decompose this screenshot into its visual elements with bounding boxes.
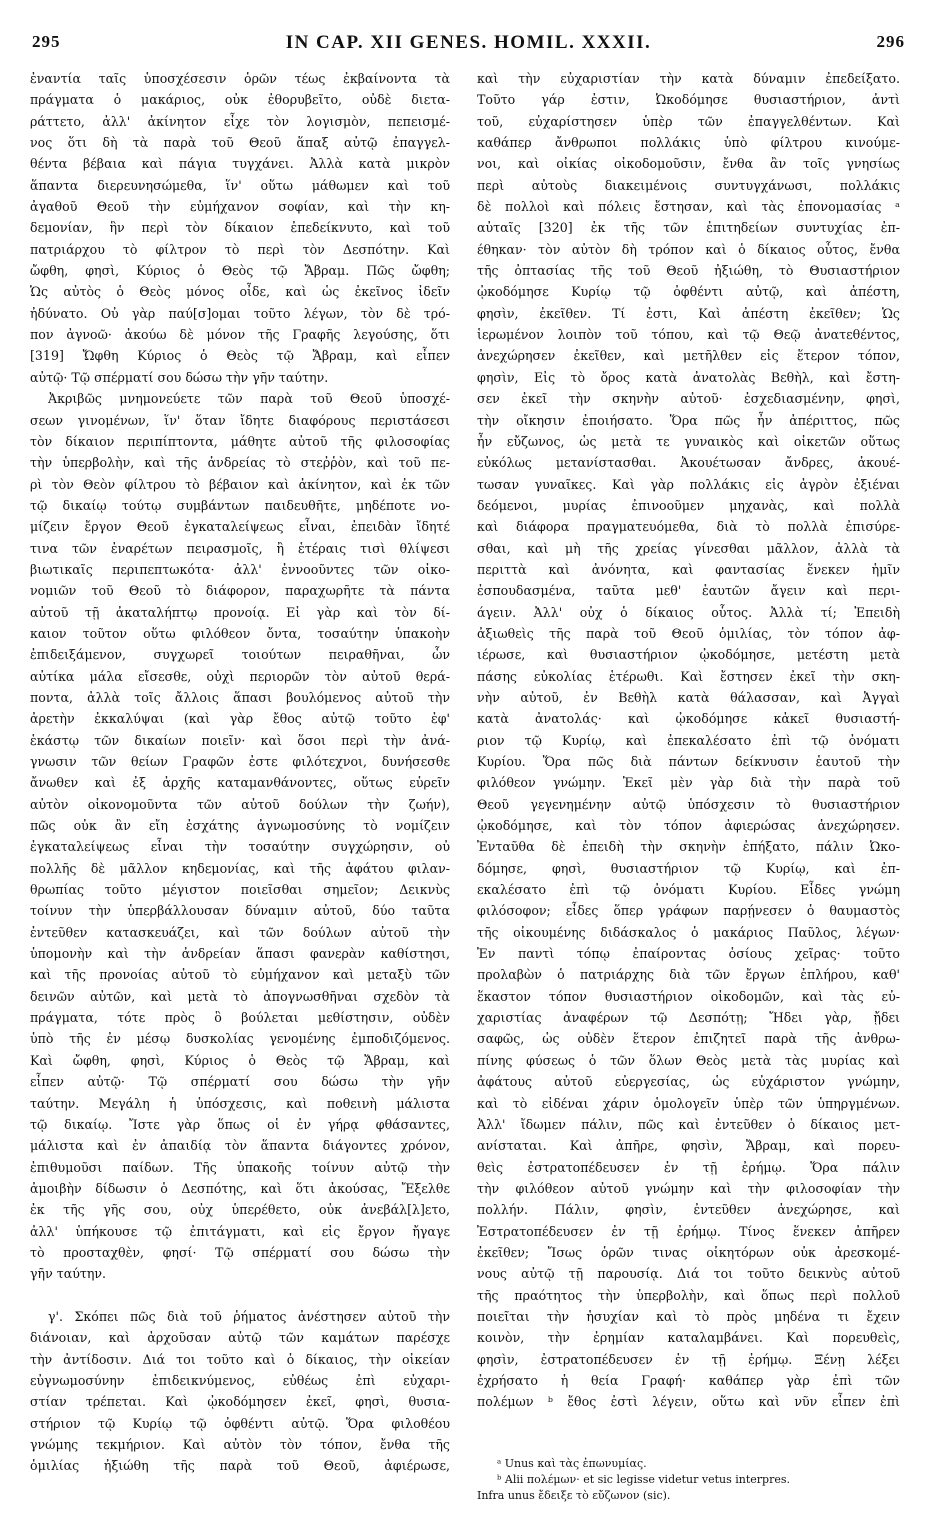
text-line: Ἐν παντὶ τόπῳ ἐπαίροντας ὁσίους χεῖρας· τοῦτο [477, 946, 900, 962]
text-line: ἐκεῖθεν; Ἴσως ὁρῶν τινας οἰκητόρων οὐκ ἀρεσκομέ- [477, 1244, 900, 1260]
text-line: ἀρετὴν ἐκκαλύψαι (καὶ γὰρ ἔθος αὐτῷ τοῦτο ἐφ' [30, 711, 450, 727]
text-line: Θεοῦ γεγενημένην αὐτῷ ὑπόσχεσιν τὸ θυσιαστήριον [477, 796, 900, 812]
text-line: τὸν δίκαιον περιπίπτοντα, μάθητε αὐτοῦ τῆς φιλοσοφίας [30, 433, 450, 449]
text-line: ὤφθη, φησὶ, Κύριος ὁ Θεὸς τῷ Ἄβραμ. Πῶς ὤφθη; [30, 263, 450, 279]
text-line: Ἀκριβῶς μνημονεύετε τῶν παρὰ τοῦ Θεοῦ ὑποσχέ- [48, 391, 450, 407]
text-line: ἐσπουδασμένα, ταῦτα μεθ' ἑαυτῶν ἄγειν καὶ περι- [477, 583, 900, 599]
text-line: πολλῆς δὲ μᾶλλον κηδεμονίας, καὶ τῆς ἀφάτου φιλαν- [30, 860, 450, 876]
text-line: πον ἀγνοῶ· ἀκούω δὲ μόνον τῆς Γραφῆς λεγούσης, ὅτι [30, 327, 450, 343]
text-line: πράγματα ὁ μακάριος, οὐκ ἐθορυβεῖτο, οὐδὲ διετα- [30, 92, 450, 108]
text-line: δεόμενοι, μυρίας ἐπινοοῦμεν μηχανὰς, καὶ πολλὰ [477, 497, 900, 513]
footnotes [477, 1456, 900, 1504]
text-line: γνωσιν τῶν θείων Γραφῶν ἐστε φιλότεχνοι, δυνήσεσθε [30, 754, 450, 769]
text-line: ρὶ τὸν Θεὸν φίλτρου τὸ βέβαιον καὶ ἀκίνητον, καὶ ἐκ τῶν [30, 476, 450, 492]
text-line: αὐτοῦ τῇ ἀκαταλήπτῳ προνοίᾳ. Εἰ γὰρ καὶ τὸν δί- [30, 604, 450, 620]
text-line: ἱερωμένον λοιπὸν τοῦ τόπου, καὶ τῷ Θεῷ ἀνατεθέντος, [477, 327, 900, 343]
text-line: ἕκαστον τόπον θυσιαστήριον οἰκοδομῶν, καὶ τὰς εὐ- [477, 988, 900, 1004]
text-line: φησὶν, Εἰς τὸ ὄρος κατὰ ἀνατολὰς Βεθὴλ, καὶ ἔστη- [477, 369, 900, 385]
text-line: ἐναντία ταῖς ὑποσχέσεσιν ὁρῶν τέως ἐκβαίνοντα τὰ [30, 71, 450, 86]
text-line: Τοῦτο γάρ ἐστιν, Ὠκοδόμησε θυσιαστήριον, ἀντὶ [477, 92, 900, 108]
text-line: δόμησε, φησὶ, θυσιαστήριον τῷ Κυρίῳ, καὶ ἐπ- [477, 860, 900, 876]
text-line: τὸ προσταχθὲν, φησί· Τῷ σπέρματί σου δώσω τὴν [30, 1244, 450, 1260]
text-line: γνώμης τεκμήριον. Καὶ αὐτὸν τὸν τόπον, ἔνθα τῆς [30, 1437, 450, 1452]
text-line: περὶ αὐτοὺς διακειμένοις συντυγχάνωσι, πολλάκις [477, 177, 900, 193]
text-line: σεν ἐκεῖ τὴν σκηνὴν αὐτοῦ· ἐσχεδιασμένην, φησὶ, [477, 391, 900, 407]
text-line: βιωτικαῖς περιπεπτωκότα· ἀλλ' ἐννοοῦντες τῶν οἰκο- [30, 561, 450, 577]
text-line: νους αὐτῷ τῇ παρουσίᾳ. Διά τοι τοῦτο δεικνὺς αὐτοῦ [477, 1266, 900, 1282]
text-line: ἀνεχώρησεν ἐκεῖθεν, καὶ μετῆλθεν εἰς ἕτερον τόπον, [477, 348, 900, 364]
text-line: Ὡς αὐτὸς ὁ Θεὸς μόνος οἶδε, καὶ ὡς ἐκεῖνος ἰδεῖν [30, 284, 450, 300]
text-line: ἅπαντα διερευνησώμεθα, ἵν' οὕτω μάθωμεν καὶ τοῦ [30, 177, 450, 193]
text-line: γ'. Σκόπει πῶς διὰ τοῦ ῥήματος ἀνέστησεν αὐτοῦ τὴν [48, 1308, 450, 1324]
text-line: γῆν ταύτην. [30, 1266, 107, 1282]
text-line: ταύτην. Μεγάλη ἡ ὑπόσχεσις, καὶ ποθεινὴ μάλιστα [30, 1095, 450, 1111]
text-line: σαφῶς, ὡς οὐδὲν ἕτερον ἐπιζητεῖ παρὰ τῆς ἀνθρω- [477, 1031, 900, 1047]
text-line: ιέρωσε, καὶ θυσιαστήριον ᾠκοδόμησε, μετέστη μετὰ [477, 647, 900, 663]
text-line: φησὶν, ἐκεῖθεν. Τί ἐστι, Καὶ ἀπέστη ἐκεῖθεν; Ὡς [477, 305, 900, 321]
text-line: τὴν οἴκησιν ἐποιήσατο. Ὅρα πῶς ἦν ἀπέριττος, πῶς [477, 412, 900, 428]
text-line: Ἐστρατοπέδευσεν ἐν τῇ ἐρήμῳ. Τίνος ἕνεκεν ἀπῆρεν [477, 1223, 900, 1239]
text-line: αὐτὸν οἰκονομοῦντα τῶν αὐτοῦ δούλων τὴν ζωήν), [30, 796, 450, 812]
text-line: διάνοιαν, καὶ ἀρχοῦσαν αὐτῷ τῶν καμάτων παρέσχε [30, 1330, 450, 1346]
text-line [30, 1285, 450, 1306]
running-title: IN CAP. XII GENES. HOMIL. XXXII. [285, 32, 652, 53]
text-line: πολέμων ᵇ ἔθος ἐστὶ λέγειν, οὕτω καὶ νῦν εἶπεν ἐπὶ [477, 1394, 900, 1410]
footnote-line: ᵇ Alii πολέμων· et sic legisse videtur vetus interpres. [497, 1473, 790, 1486]
text-line: ριον τῷ Κυρίῳ, καὶ ἐπεκαλέσατο ἐπὶ τῷ ὀνόματι [477, 732, 900, 748]
text-line: δὲ πολλοὶ καὶ πόλεις ἔστησαν, καὶ τὰς ἐπονομασίας ᵃ [477, 199, 900, 215]
text-line: καὶ διάφορα πραγματευόμεθα, διὰ τὸ πολλὰ ἐπισύρε- [477, 519, 900, 535]
text-line: νος ὅτι δὴ τὰ παρὰ τοῦ Θεοῦ ἅπαξ αὐτῷ ἐπαγγελ- [30, 135, 450, 151]
text-line: τῷ δικαίῳ τούτῳ συμβάντων παιδευθῆτε, μηδέποτε νο- [30, 497, 450, 513]
text-line: έθηκαν· τὸν αὐτὸν δὴ τρόπον καὶ ὁ δίκαιος οὗτος, ἔνθα [477, 241, 900, 257]
text-line: ἑκάστῳ τῶν δικαίων ποιεῖν· καὶ ὅσοι περὶ τὴν ἀνά- [30, 732, 450, 748]
text-line: κοινὸν, τὴν ἐρημίαν καταλαμβάνει. Καὶ πορευθεὶς, [477, 1330, 900, 1346]
text-line: Καὶ ὤφθη, φησὶ, Κύριος ὁ Θεὸς τῷ Ἄβραμ, καὶ [30, 1052, 450, 1068]
text-line: ἐγκαταλείψεως εἶναι τὴν τοσαύτην συγχώρησιν, οὐ [30, 839, 450, 855]
footnote-line: ᵃ Unus καὶ τὰς ἐπωνυμίας. [497, 1457, 647, 1470]
text-line: ἄνωθεν καὶ ἐξ ἀρχῆς καταμανθάνοντες, οὕτως εὑρεῖν [30, 775, 450, 791]
text-line: καὶ τῆς προνοίας αὐτοῦ τὸ εὐμήχανον καὶ μεταξὺ τῶν [30, 967, 450, 983]
text-line: ἐντεῦθεν κατασκευάζει, καὶ τῶν δούλων αὐτοῦ τὴν [30, 924, 450, 940]
text-line: θέντα βέβαια καὶ πάγια τυγχάνει. Ἀλλὰ κατὰ μικρὸν [30, 156, 450, 172]
text-line: Ἐνταῦθα δὲ ἐπειδὴ τὴν σκηνὴν ἐπήξατο, πάλιν Ὠκο- [477, 839, 900, 855]
text-line: ἠδύνατο. Οὐ γὰρ παύ[σ]ομαι τοῦτο λέγων, τὸν δὲ τρό- [30, 305, 450, 321]
footnote-line: Infra unus ἔδειξε τὸ εὔζωνον (sic). [477, 1489, 671, 1502]
text-line: δεμονίαν, ἣν περὶ τὸν δίκαιον ἐπεδείκνυτο, καὶ τοῦ [30, 220, 450, 236]
text-line: ἐπιδειξάμενον, συγχωρεῖ τοιούτων πειραθῆναι, ὧν [30, 647, 450, 663]
text-line: ἀλλ' ὑπήκουσε τῷ ἐπιτάγματι, καὶ εἰς ἔργον ἤγαγε [30, 1223, 450, 1239]
text-line: τινα τῶν ἐναρέτων πειρασμοῖς, ἢ ἑτέραις τισὶ θλίψεσι [30, 540, 450, 556]
text-line: πάσης εὐκολίας ἑτέρωθι. Καὶ ἔστησεν ἐκεῖ τὴν σκη- [477, 668, 900, 684]
text-line: καὶ τὴν εὐχαριστίαν τὴν κατὰ δύναμιν ἐπεδείξατο. [477, 71, 900, 86]
text-line: ὑπομονὴν καὶ τὴν ἀνδρείαν ἅπασι φανερὰν καθίστησι, [30, 946, 450, 962]
text-line: ανίσταται. Καὶ ἀπῆρε, φησὶν, Ἄβραμ, καὶ πορευ- [477, 1138, 900, 1154]
text-line: πατριάρχου τὸ φίλτρον τὸ περὶ τὸν Δεσπότην. Καὶ [30, 241, 450, 257]
text-line: εὐκόλως μετανίστασθαι. Ἀκουέτωσαν ἄνδρες, ἀκουέ- [477, 455, 900, 471]
text-line: αὐτῷ· Τῷ σπέρματί σου δώσω τὴν γῆν ταύτην. [30, 369, 329, 385]
text-line: περιττὰ καὶ ἀνόνητα, καὶ φαντασίας ἕνεκεν ἡμῖν [477, 561, 900, 577]
text-line: τὴν ὑπερβολὴν, καὶ τῆς ἀνδρείας τὸ στεῤῥὸν, καὶ τοῦ πε- [30, 455, 450, 471]
text-line: άγειν. Ἀλλ' οὐχ ὁ δίκαιος οὗτος. Ἀλλὰ τί; Ἐπειδὴ [477, 604, 900, 620]
text-line: φιλόθεον γνώμην. Ἐκεῖ μὲν γὰρ διὰ τὴν παρὰ τοῦ [477, 775, 900, 791]
text-line: Ἀλλ' ἴδωμεν πάλιν, πῶς καὶ ἐντεῦθεν ὁ δίκαιος μετ- [477, 1116, 900, 1132]
text-line: [319] Ὤφθη Κύριος ὁ Θεὸς τῷ Ἄβραμ, καὶ εἶπεν [30, 348, 450, 364]
text-line: τοίνυν τὴν ὑπερβάλλουσαν δύναμιν αὐτοῦ, δύο ταῦτα [30, 903, 450, 919]
text-line: εκαλέσατο ἐπὶ τῷ ὀνόματι Κυρίου. Εἶδες γνώμη [477, 882, 900, 898]
text-line: εἶπεν αὐτῷ· Τῷ σπέρματί σου δώσω τὴν γῆν [30, 1074, 450, 1090]
text-line: στήριον τῷ Κυρίῳ τῷ ὀφθέντι αὐτῷ. Ὅρα φιλοθέου [30, 1415, 450, 1431]
right-text-column [477, 68, 900, 1413]
text-line: καθάπερ ἄνθρωποι πολλάκις ὑπὸ φίλτρου κινούμε- [477, 135, 900, 151]
text-line: νομιῶν τοῦ Θεοῦ τὸ διάφορον, παραχωρῆτε τὰ πάντα [30, 583, 450, 599]
text-line: Κυρίου. Ὅρα πῶς διὰ πάντων δείκνυσιν ἑαυτοῦ τὴν [477, 754, 900, 769]
text-line: ᾠκοδόμησε, καὶ τὸν τόπον ἀφιερώσας ἀνεχώρησεν. [477, 818, 900, 834]
text-line: πῶς οὐκ ἂν εἴη ἐσχάτης ἀγνωμοσύνης τὸ νομίζειν [30, 818, 450, 834]
text-line: καὶ τὸ εἰδέναι χάριν ὁμολογεῖν ὑπὲρ τῶν ὑπηργμένων. [477, 1095, 900, 1111]
text-line: ἀξιωθεὶς τῆς παρὰ τοῦ Θεοῦ ὁμιλίας, τὸν τόπον ἀφ- [477, 625, 900, 641]
text-line: ποντα, ἀλλὰ τοῖς ἄλλοις ἅπασι βουλόμενος αὐτοῦ τὴν [30, 689, 450, 705]
text-line: φιλόσοφον; εἶδες ὅπερ γράφων παρῄνεσεν ὁ θαυμαστὸς [477, 903, 900, 919]
text-line: αὐτίκα μάλα εἴσεσθε, οὐχὶ περιορῶν τὸν αὐτοῦ θερά- [30, 668, 450, 684]
text-line: τὴν ἀντίδοσιν. Διά τοι τοῦτο καὶ ὁ δίκαιος, τὴν οἰκείαν [30, 1351, 450, 1367]
text-line: τοῦ, εὐχαρίστησεν ὑπὲρ τῶν ἐπαγγελθέντων. Καὶ [477, 113, 900, 129]
text-line: κατὰ ἀνατολάς· καὶ ᾠκοδόμησε κἀκεῖ θυσιαστή- [477, 711, 900, 727]
text-line: ράττετο, ἀλλ' ἀκίνητον εἶχε τὸν λογισμὸν, πεπεισμέ- [30, 113, 450, 129]
text-line: μίζειν ἔργον Θεοῦ ἐγκαταλείψεως εἶναι, ἐπειδὰν ἴδητέ [30, 519, 450, 535]
text-line: πράγματα, τότε πρὸς ὃ βούλεται μεθίστησιν, οὐδὲν [30, 1010, 450, 1026]
text-line: αὐταῖς [320] ἐκ τῆς τῶν ἐπιτηδείων συντυχίας ἐπ- [477, 220, 900, 236]
text-line: ἀφάτους αὐτοῦ εὐεργεσίας, ὡς εὐχάριστον γνώμην, [477, 1074, 900, 1090]
text-line: φησὶν, ἐστρατοπέδευσεν ἐν τῇ ἐρήμῳ. Ξένῃ λέξει [477, 1351, 900, 1367]
text-line: ἐπιθυμοῦσι παίδων. Τῆς ὑπακοῆς τοίνυν αὐτῷ τὴν [30, 1159, 450, 1175]
text-line: στίαν τρέπεται. Καὶ ᾠκοδόμησεν ἐκεῖ, φησὶ, θυσια- [30, 1394, 450, 1410]
text-line: μάλιστα καὶ ἐν ἀπαιδίᾳ τὸν ἅπαντα διάγοντες χρόνον, [30, 1138, 450, 1154]
text-line: ἀγαθοῦ Θεοῦ τὴν εὐμήχανον σοφίαν, καὶ τὴν κη- [30, 199, 450, 215]
text-line: ἐχρήσατο ἡ θεία Γραφή· καθάπερ γὰρ ἐπὶ τῶν [477, 1372, 900, 1388]
text-line: ἦν εὔζωνος, ὡς μετὰ τε γυναικὸς καὶ οἰκετῶν οὕτως [477, 433, 900, 449]
left-page-number: 295 [32, 32, 61, 51]
text-line: τῷ δικαίῳ. Ἴστε γὰρ ὅπως οἱ ἐν γήρᾳ φθάσαντες, [30, 1116, 450, 1132]
text-line: σθαι, καὶ μὴ τῆς χρείας γίνεσθαι μᾶλλον, ἀλλὰ τὰ [477, 540, 900, 556]
text-line: καιον τοῦτον οὕτω φιλόθεον ὄντα, τοσαύτην ὑπακοὴν [30, 625, 450, 641]
text-line: ποιεῖται τὴν ἡσυχίαν καὶ τὸ πρὸς μηδένα τι ἔχειν [477, 1308, 900, 1324]
text-line: θρωπίας τοῦτο μέγιστον ποιεῖσθαι σημεῖον; Δεικνὺς [30, 882, 450, 898]
text-line: τῆς ὀπτασίας τῆς τοῦ Θεοῦ ἠξιώθη, τὸ Θυσιαστήριον [477, 263, 900, 279]
right-page-number: 296 [876, 32, 905, 51]
text-line: θεὶς ἐστρατοπέδευσεν ἐν τῇ ἐρήμῳ. Ὅρα πάλιν [477, 1159, 900, 1175]
text-line: τωσαν γυναῖκες. Καὶ γὰρ πολλάκις εἰς ἀγρὸν ἐξιέναι [477, 476, 900, 492]
left-text-column [30, 68, 450, 1477]
text-line: πολλήν. Πάλιν, φησὶν, ἐντεῦθεν ἀνεχώρησε, καὶ [477, 1202, 900, 1218]
text-line: τὴν φιλόθεον αὐτοῦ γνώμην καὶ τὴν φιλοσοφίαν τὴν [477, 1180, 900, 1196]
text-line: νοι, καὶ οἰκίας οἰκοδομοῦσιν, ἔνθα ἂν τοῖς γνησίως [477, 156, 900, 172]
text-line: τῆς οἰκουμένης διδάσκαλος ὁ μακάριος Παῦλος, λέγων· [477, 924, 900, 940]
text-line: νὴν αὐτοῦ, ἐν Βεθὴλ κατὰ θάλασσαν, καὶ Ἀγγαὶ [477, 689, 900, 705]
text-line: προλαβὼν ὁ πατριάρχης διὰ τῶν ἔργων ἐπλήρου, καθ' [477, 967, 900, 983]
text-line: ᾠκοδόμησε Κυρίῳ τῷ ὀφθέντι αὐτῷ, καὶ ἀπέστη, [477, 284, 900, 300]
text-line: ὁμιλίας ἠξιώθη τῆς παρὰ τοῦ Θεοῦ, ἀφιέρωσε, [30, 1458, 450, 1474]
text-line: ἐκ τῆς γῆς σου, οὐχ ὑπερέθετο, οὐκ ἀνεβάλ[λ]ετο, [30, 1202, 450, 1218]
text-line: δεινῶν αὐτῶν, καὶ μετὰ τὸ ἀπογνωσθῆναι σχεδὸν τὰ [30, 988, 450, 1004]
text-line: σεων γινομένων, ἵν' ὅταν ἴδητε διαφόρους περιστάσεσι [30, 412, 450, 428]
text-line: ὑπὸ τῆς ἐν μέσῳ δυσκολίας γενομένης ἐμποδιζόμενος. [30, 1031, 450, 1047]
text-line: πίνης φύσεως ὁ τῶν ὅλων Θεὸς μετὰ τὰς μυρίας καὶ [477, 1052, 900, 1068]
text-line: ἀμοιβὴν δίδωσιν ὁ Δεσπότης, καὶ ὅτι ἀκούσας, Ἔξελθε [30, 1180, 450, 1196]
text-line: εὐγνωμοσύνην ἐπιδεικνύμενος, εὐθέως ἐπὶ εὐχαρι- [30, 1372, 450, 1388]
text-line: τῆς πραότητος τὴν ὑπερβολὴν, καὶ ὅπως περὶ πολλοῦ [477, 1287, 900, 1303]
running-header [28, 32, 909, 60]
text-line: χαριστίας ἀναφέρων τῷ Δεσπότῃ; Ἤδει γὰρ, ᾔδει [477, 1010, 900, 1026]
